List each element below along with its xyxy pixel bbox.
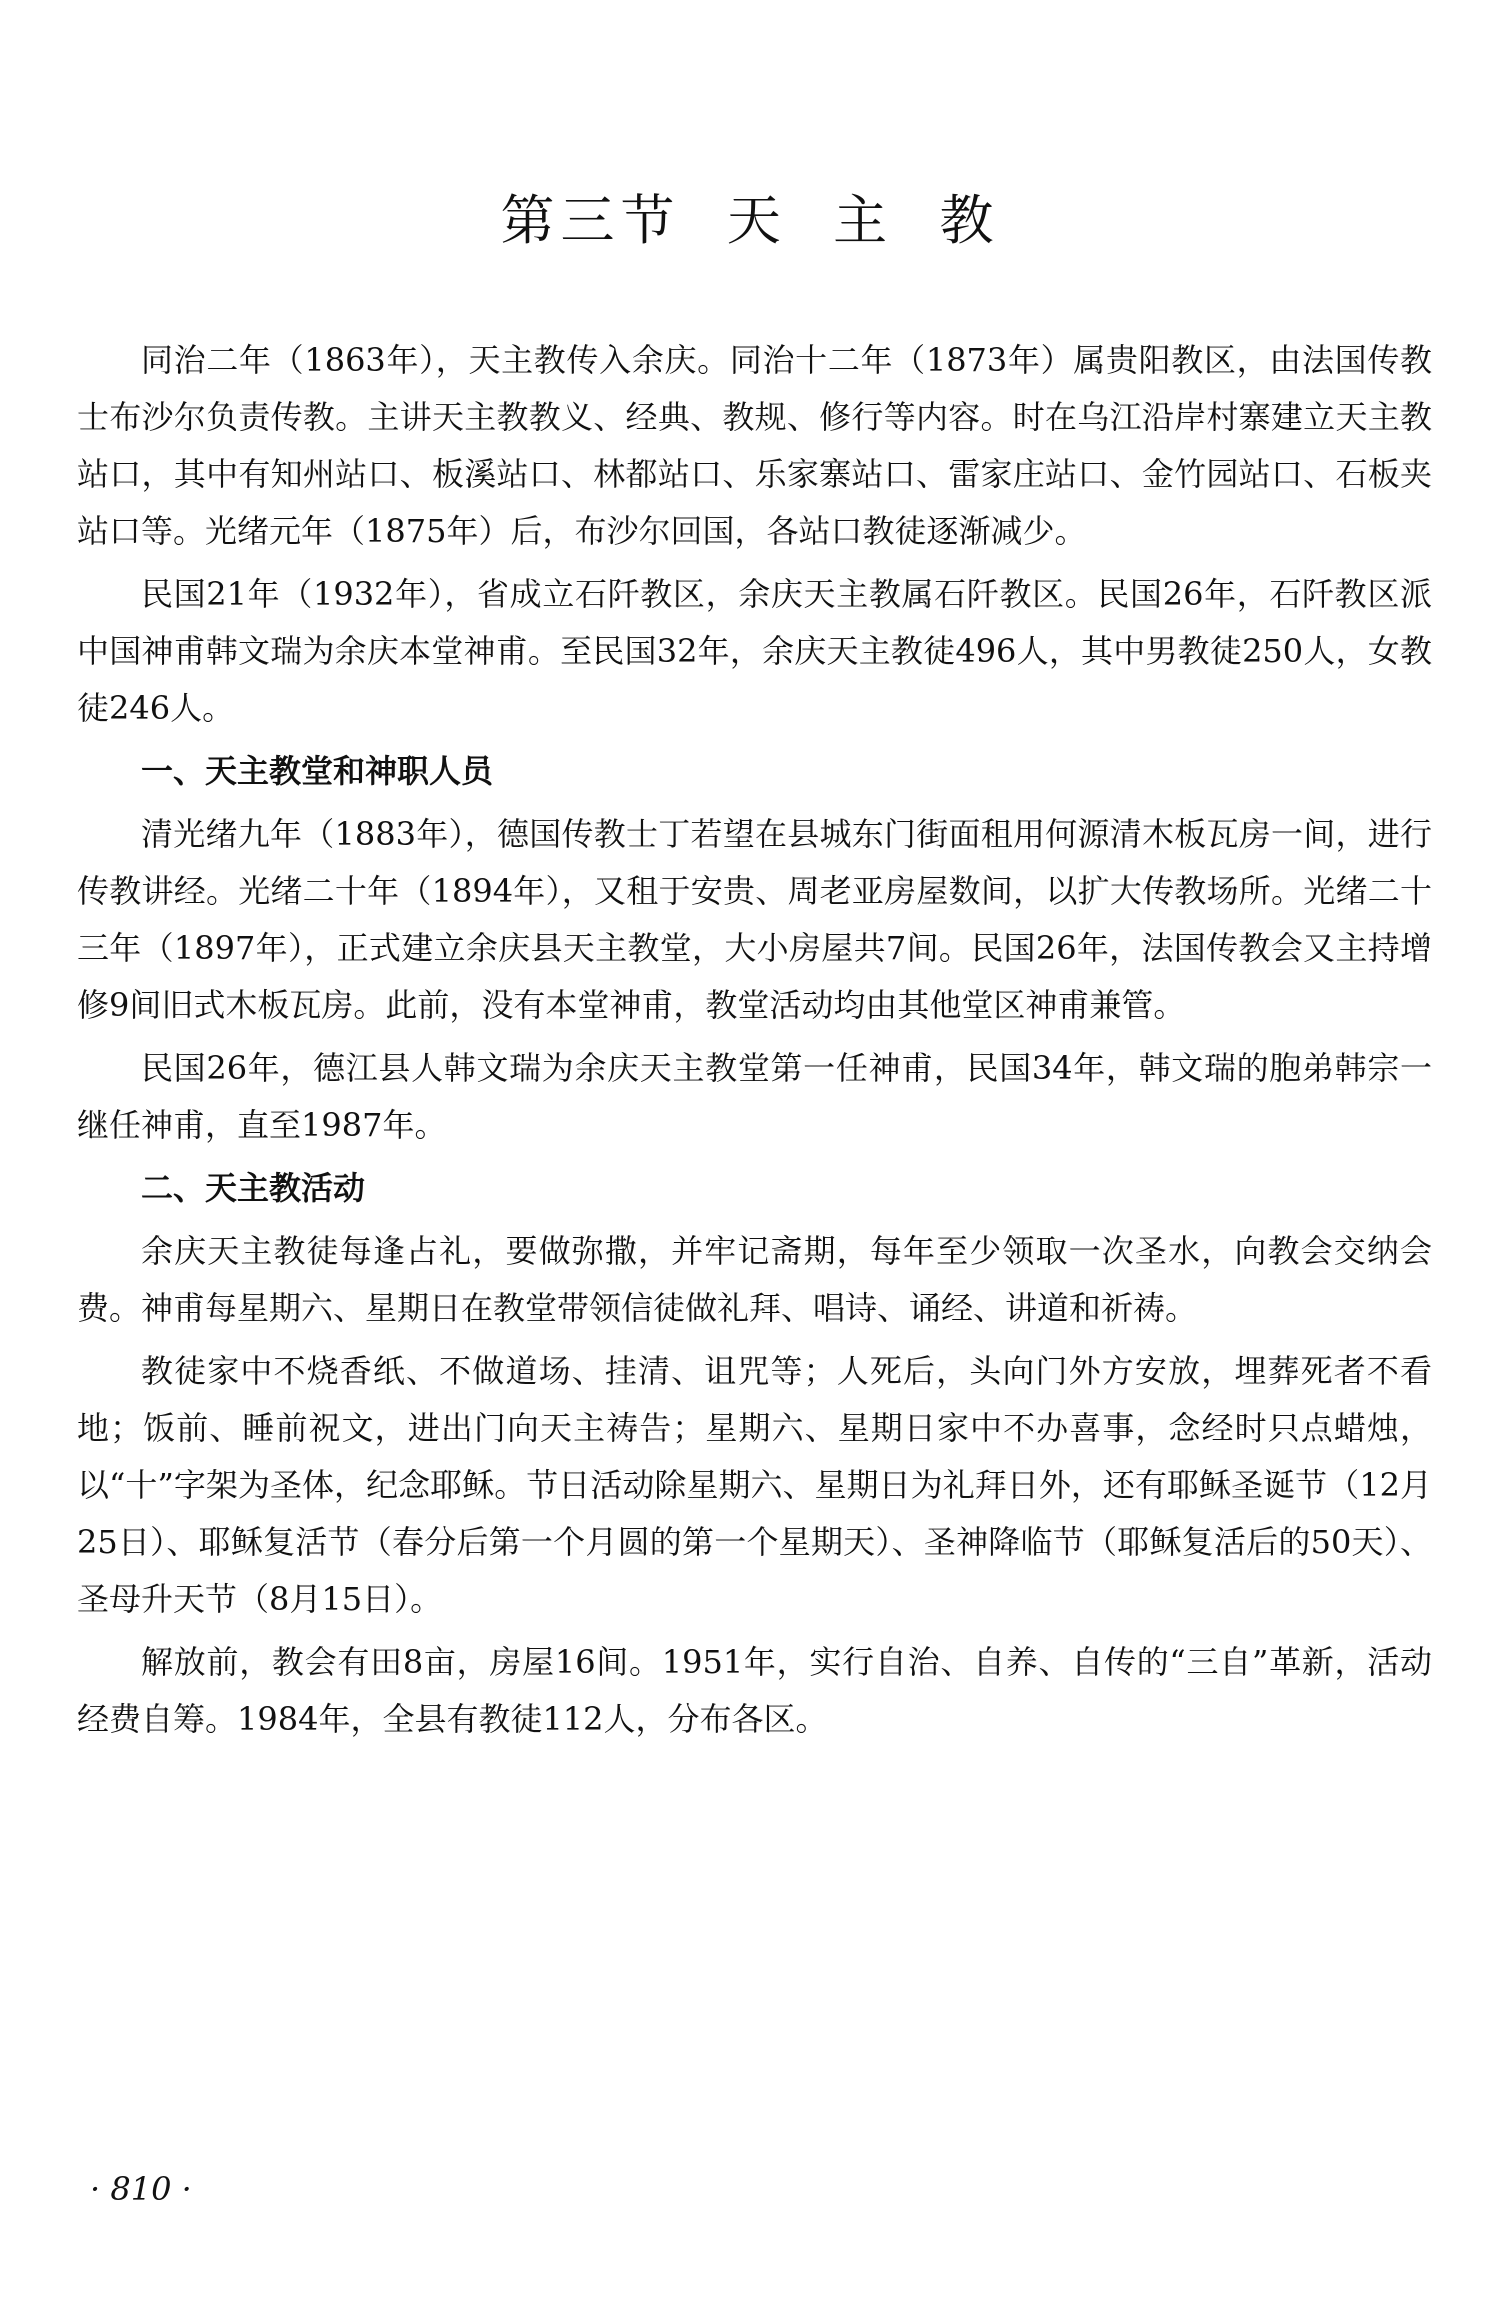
section-title: 第三节 天 主 教: [500, 189, 1000, 252]
paragraph: 同治二年（1863年），天主教传入余庆。同治十二年（1873年）属贵阳教区，由法国传教士布沙尔负责传教。主讲天主教教义、经典、教规、修行等内容。时在乌江沿岸村寨建立天主教站口，其中有知州站口、板溪站口、林都站口、乐家寨站口、雷家庄站口、金竹园站口、石板夹站口等。光绪元年（1875年）后，布沙尔回国，各站口教徒逐渐减少。: [77, 341, 1432, 550]
page-number: · 810 ·: [90, 2170, 192, 2208]
subsection-heading: 二、天主教活动: [141, 1169, 366, 1207]
paragraph: 民国26年，德江县人韩文瑞为余庆天主教堂第一任神甫，民国34年，韩文瑞的胞弟韩宗一继任神甫，直至1987年。: [77, 1049, 1432, 1144]
paragraph: 清光绪九年（1883年），德国传教士丁若望在县城东门街面租用何源清木板瓦房一间，进行传教讲经。光绪二十年（1894年），又租于安贵、周老亚房屋数间，以扩大传教场所。光绪二十三年（1897年），正式建立余庆县天主教堂，大小房屋共7间。民国26年，法国传教会又主持增修9间旧式木板瓦房。此前，没有本堂神甫，教堂活动均由其他堂区神甫兼管。: [77, 815, 1432, 1024]
paragraph: 余庆天主教徒每逢占礼，要做弥撒，并牢记斋期，每年至少领取一次圣水，向教会交纳会费。神甫每星期六、星期日在教堂带领信徒做礼拜、唱诗、诵经、讲道和祈祷。: [77, 1232, 1432, 1327]
paragraph: 解放前，教会有田8亩，房屋16间。1951年，实行自治、自养、自传的“三自”革新，活动经费自筹。1984年，全县有教徒112人，分布各区。: [77, 1643, 1432, 1738]
paragraph: 民国21年（1932年），省成立石阡教区，余庆天主教属石阡教区。民国26年，石阡教区派中国神甫韩文瑞为余庆本堂神甫。至民国32年，余庆天主教徒496人，其中男教徒250人，女教徒246人。: [77, 575, 1432, 727]
subsection-heading: 一、天主教堂和神职人员: [141, 752, 494, 790]
paragraph: 教徒家中不烧香纸、不做道场、挂清、诅咒等；人死后，头向门外方安放，埋葬死者不看地；饭前、睡前祝文，进出门向天主祷告；星期六、星期日家中不办喜事，念经时只点蜡烛，以“十”字架为圣体，纪念耶稣。节日活动除星期六、星期日为礼拜日外，还有耶稣圣诞节（12月25日）、耶稣复活节（春分后第一个月圆的第一个星期天）、圣神降临节（耶稣复活后的50天）、圣母升天节（8月15日）。: [77, 1352, 1432, 1618]
body-text: [77, 332, 1432, 1754]
